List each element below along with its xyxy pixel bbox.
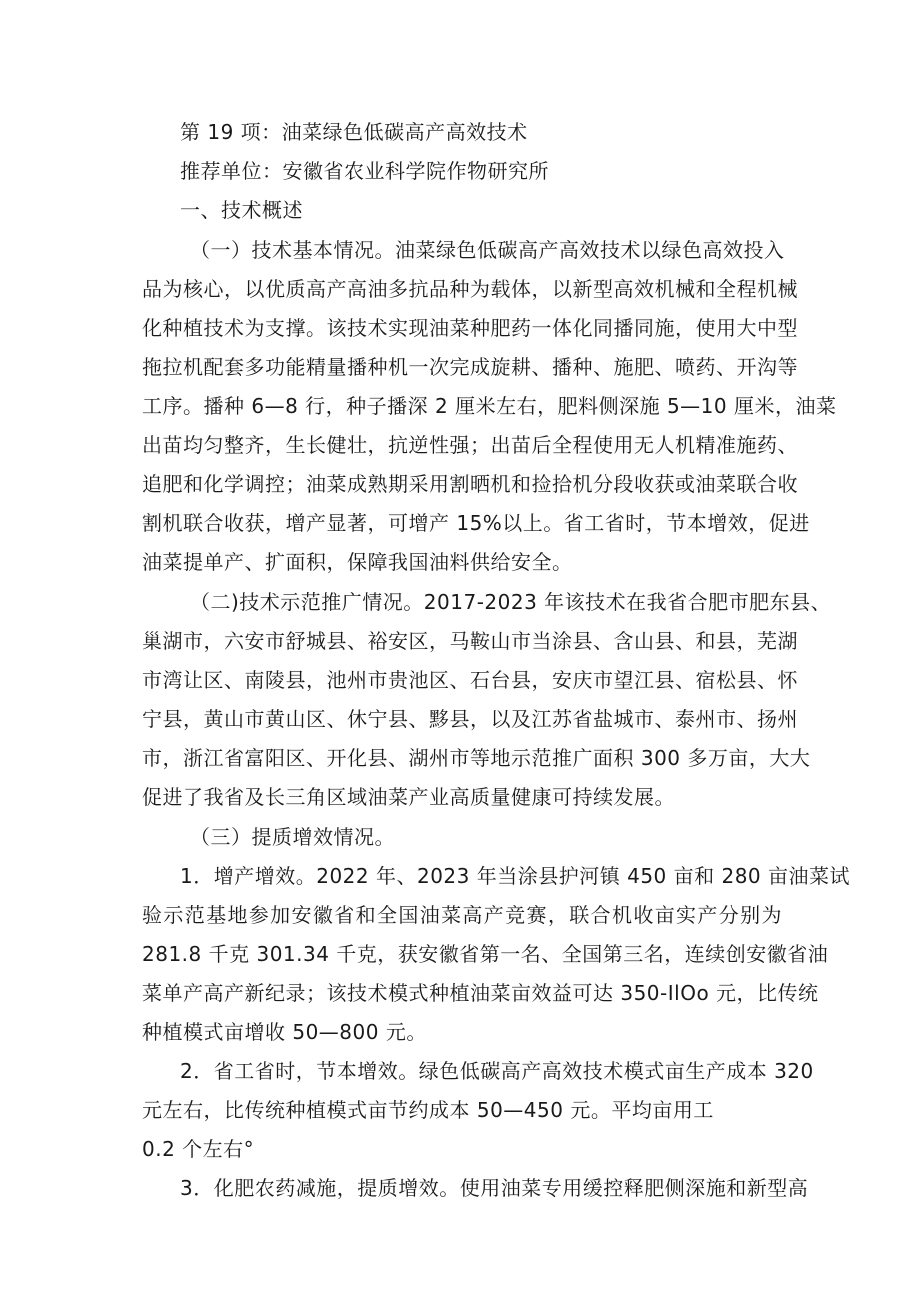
paragraph-line: 化种植技术为支撑。该技术实现油菜种肥药一体化同播同施，使用大中型 bbox=[142, 316, 798, 340]
subsection-heading: （三）提质增效情况。 bbox=[190, 825, 395, 849]
paragraph-line: 市，浙江省富阳区、开化县、湖州市等地示范推广面积 300 多万亩，大大 bbox=[142, 746, 811, 770]
paragraph-line: 验示范基地参加安徽省和全国油菜高产竞赛，联合机收亩实产分别为 bbox=[142, 903, 782, 927]
recommender-line: 推荐单位：安徽省农业科学院作物研究所 bbox=[180, 159, 549, 183]
paragraph-line: 1．增产增效。2022 年、2023 年当涂县护河镇 450 亩和 280 亩油菜试 bbox=[180, 864, 851, 888]
paragraph-line: 拖拉机配套多功能精量播种机一次完成旋耕、播种、施肥、喷药、开沟等 bbox=[142, 355, 798, 379]
paragraph-line: 追肥和化学调控；油菜成熟期采用割晒机和捡拾机分段收获或油菜联合收 bbox=[142, 472, 798, 496]
paragraph-line: 工序。播种 6—8 行，种子播深 2 厘米左右，肥料侧深施 5—10 厘米，油菜 bbox=[142, 394, 837, 418]
paragraph-line: （二)技术示范推广情况。2017-2023 年该技术在我省合肥市肥东县、 bbox=[190, 590, 832, 614]
paragraph-line: 种植模式亩增收 50—800 元。 bbox=[142, 1020, 427, 1044]
section-heading: 一、技术概述 bbox=[180, 198, 303, 222]
paragraph-line: 2．省工省时，节本增效。绿色低碳高产高效技术模式亩生产成本 320 bbox=[180, 1059, 814, 1083]
paragraph-line: 巢湖市，六安市舒城县、裕安区，马鞍山市当涂县、含山县、和县，芜湖 bbox=[142, 629, 798, 653]
paragraph-line: 出苗均匀整齐，生长健壮，抗逆性强；出苗后全程使用无人机精准施药、 bbox=[142, 433, 798, 457]
paragraph-line: 281.8 千克 301.34 千克，获安徽省第一名、全国第三名，连续创安徽省油 bbox=[142, 942, 829, 966]
paragraph-line: 品为核心，以优质高产高油多抗品种为载体，以新型高效机械和全程机械 bbox=[142, 277, 798, 301]
item-title: 第 19 项：油菜绿色低碳高产高效技术 bbox=[180, 120, 528, 144]
paragraph-line: 促进了我省及长三角区域油菜产业高质量健康可持续发展。 bbox=[142, 785, 675, 809]
paragraph-line: （一）技术基本情况。油菜绿色低碳高产高效技术以绿色高效投入 bbox=[190, 238, 785, 262]
paragraph-line: 0.2 个左右° bbox=[142, 1137, 255, 1161]
paragraph-line: 元左右，比传统种植模式亩节约成本 50—450 元。平均亩用工 bbox=[142, 1098, 714, 1122]
paragraph-line: 油菜提单产、扩面积，保障我国油料供给安全。 bbox=[142, 550, 573, 574]
paragraph-line: 宁县，黄山市黄山区、休宁县、黟县，以及江苏省盐城市、泰州市、扬州 bbox=[142, 707, 798, 731]
paragraph-line: 市湾让区、南陵县，池州市贵池区、石台县，安庆市望江县、宿松县、怀 bbox=[142, 668, 798, 692]
paragraph-line: 菜单产高产新纪录；该技术模式种植油菜亩效益可达 350-IlOo 元，比传统 bbox=[142, 981, 819, 1005]
paragraph-line: 3．化肥农药减施，提质增效。使用油菜专用缓控释肥侧深施和新型高 bbox=[180, 1176, 809, 1200]
paragraph-line: 割机联合收获，增产显著，可增产 15%以上。省工省时，节本增效，促进 bbox=[142, 511, 810, 535]
